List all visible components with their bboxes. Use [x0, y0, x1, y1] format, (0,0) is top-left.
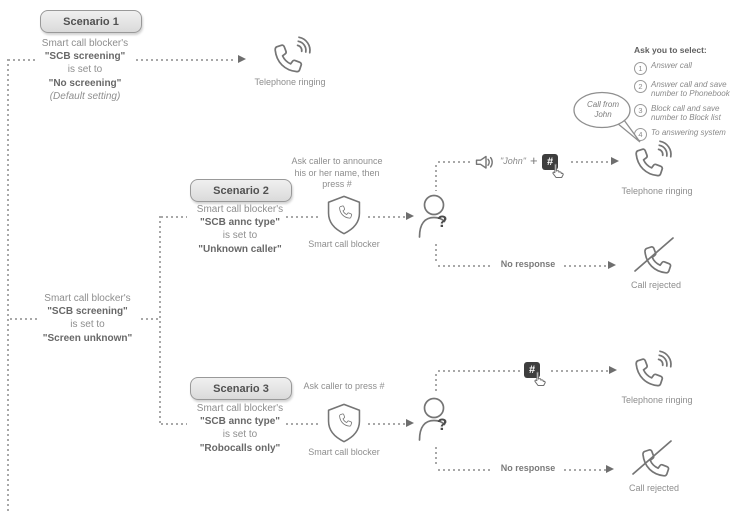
- screen-unknown-line4: "Screen unknown": [42, 332, 133, 344]
- plus-sign: +: [530, 153, 538, 168]
- scenario3-blocker-label: Smart call blocker: [308, 447, 380, 457]
- scenario1-box: [40, 10, 142, 33]
- scenario1-arrowhead: [238, 55, 246, 63]
- scenario3-noresponse-connector-right: [564, 469, 606, 471]
- scenario2-label: Scenario 2: [213, 184, 269, 197]
- scenario3-label: Scenario 3: [213, 382, 269, 395]
- scenario3-reject-arrowhead: [606, 465, 614, 473]
- select-option-1: [634, 61, 747, 75]
- select-option-2: [634, 80, 747, 99]
- scenario3-noresponse-connector-left: [438, 469, 493, 471]
- scenario2-line4: "Unknown caller": [198, 243, 282, 255]
- caller-bubble-line2: John: [594, 109, 612, 119]
- scenario2-announce-connector: [438, 161, 472, 163]
- scenario2-rejected-label: Call rejected: [630, 280, 682, 290]
- scenario1-connector-right: [136, 59, 236, 61]
- scenario2-text-shield-connector: [286, 216, 320, 218]
- scenario3-ring-arrowhead: [609, 366, 617, 374]
- pound-key-symbol: #: [546, 156, 554, 168]
- scenario1-line2: "SCB screening": [44, 51, 126, 63]
- scenario2-shield-person-connector: [368, 216, 406, 218]
- circled-number-3-icon: 3: [634, 104, 647, 117]
- select-option-3: [634, 104, 747, 123]
- speaker-icon: [475, 155, 493, 170]
- scenario2-ringing-label: Telephone ringing: [621, 186, 693, 196]
- screen-unknown-line3: is set to: [70, 319, 105, 331]
- select-option-3-label: Block call and save number to Block list: [651, 103, 721, 122]
- screen-unknown-connector-left: [10, 318, 40, 320]
- circled-number-1-icon: 1: [634, 62, 647, 75]
- scenario2-setting-text: [165, 203, 315, 256]
- scenario3-ringing-label: Telephone ringing: [621, 395, 693, 405]
- scenario2-no-response-label: No response: [500, 259, 556, 269]
- call-rejected-icon: [631, 235, 675, 275]
- circled-number-4-icon: 4: [634, 128, 647, 141]
- left-rail-connector: [7, 59, 9, 514]
- scenario2-instruction: Ask caller to announce his or her name, then press #: [291, 156, 383, 189]
- screen-unknown-line1: Smart call blocker's: [44, 293, 131, 304]
- scenario2-noresponse-connector-right: [564, 265, 608, 267]
- scenario2-reject-arrowhead: [608, 261, 616, 269]
- scenario2-noresponse-connector-left: [438, 265, 493, 267]
- scenario1-label: Scenario 1: [63, 15, 119, 28]
- scenario1-line5: (Default setting): [49, 90, 121, 102]
- scenario3-branch-up-connector: [435, 374, 437, 394]
- smart-call-blocker-shield-icon: [324, 194, 364, 236]
- select-prompt-title: Ask you to select:: [634, 45, 707, 55]
- scenario1-ringing-label: Telephone ringing: [254, 77, 326, 87]
- telephone-ringing-icon: [266, 36, 312, 74]
- scenario3-branch-down-connector: [435, 447, 437, 466]
- scenario2-ring-arrowhead: [611, 157, 619, 165]
- scenario3-instruction: Ask caller to press #: [303, 381, 385, 391]
- scenario2-line1: Smart call blocker's: [196, 204, 284, 215]
- scenario3-rejected-label: Call rejected: [628, 483, 680, 493]
- pound-key-symbol: #: [528, 364, 536, 376]
- call-rejected-icon: [629, 438, 673, 478]
- scenario1-line4: "No screening": [48, 77, 122, 89]
- telephone-ringing-icon: [627, 140, 673, 178]
- scenario3-shield-person-connector: [368, 423, 406, 425]
- scenario3-line4: "Robocalls only": [199, 442, 281, 454]
- scenario3-text-shield-connector: [286, 423, 320, 425]
- select-option-4: [634, 128, 747, 142]
- circled-number-2-icon: 2: [634, 80, 647, 93]
- scenario2-branch-up-connector: [435, 165, 437, 191]
- scenario3-key-connector-left: [438, 370, 522, 372]
- scenario3-question-mark: ?: [437, 415, 448, 434]
- scenario2-person-arrowhead: [406, 212, 414, 220]
- screen-unknown-line2: "SCB screening": [47, 306, 128, 318]
- select-option-1-label: Answer call: [651, 61, 692, 70]
- scenario2-line3: is set to: [222, 230, 258, 242]
- scenario1-line1: Smart call blocker's: [41, 38, 129, 49]
- scenario2-ring-connector: [571, 161, 611, 163]
- caller-bubble-text: [577, 100, 629, 119]
- scenario1-line3: is set to: [67, 64, 103, 76]
- scenario3-line3: is set to: [222, 429, 258, 441]
- smart-call-blocker-shield-icon: [324, 402, 364, 444]
- scenario2-question-mark: ?: [437, 212, 448, 231]
- select-option-2-label: Answer call and save number to Phonebook: [651, 79, 730, 98]
- scenario3-line1: Smart call blocker's: [196, 403, 284, 414]
- telephone-ringing-icon: [627, 350, 673, 388]
- scenario1-connector-left: [8, 59, 38, 61]
- scenario3-setting-text: [165, 402, 315, 455]
- hand-cursor-icon: [550, 163, 564, 178]
- select-prompt-list: [634, 45, 747, 146]
- scenario3-line2: "SCB annc type": [199, 416, 281, 428]
- scenario1-setting-text: [10, 37, 160, 103]
- scenario3-box: [190, 377, 292, 400]
- caller-bubble-line1: Call from: [586, 100, 619, 109]
- announced-caller-name: "John": [500, 156, 526, 166]
- scenario3-person-arrowhead: [406, 419, 414, 427]
- hand-cursor-icon: [532, 371, 546, 386]
- scenario2-line2: "SCB annc type": [199, 217, 281, 229]
- scenario3-no-response-label: No response: [500, 463, 556, 473]
- scenario3-key-connector-right: [551, 370, 609, 372]
- select-option-4-label: To answering system: [651, 127, 726, 137]
- screen-unknown-connector-right: [141, 318, 160, 320]
- scenario2-branch-down-connector: [435, 244, 437, 264]
- scenario2-box: [190, 179, 292, 202]
- scenario2-blocker-label: Smart call blocker: [308, 239, 380, 249]
